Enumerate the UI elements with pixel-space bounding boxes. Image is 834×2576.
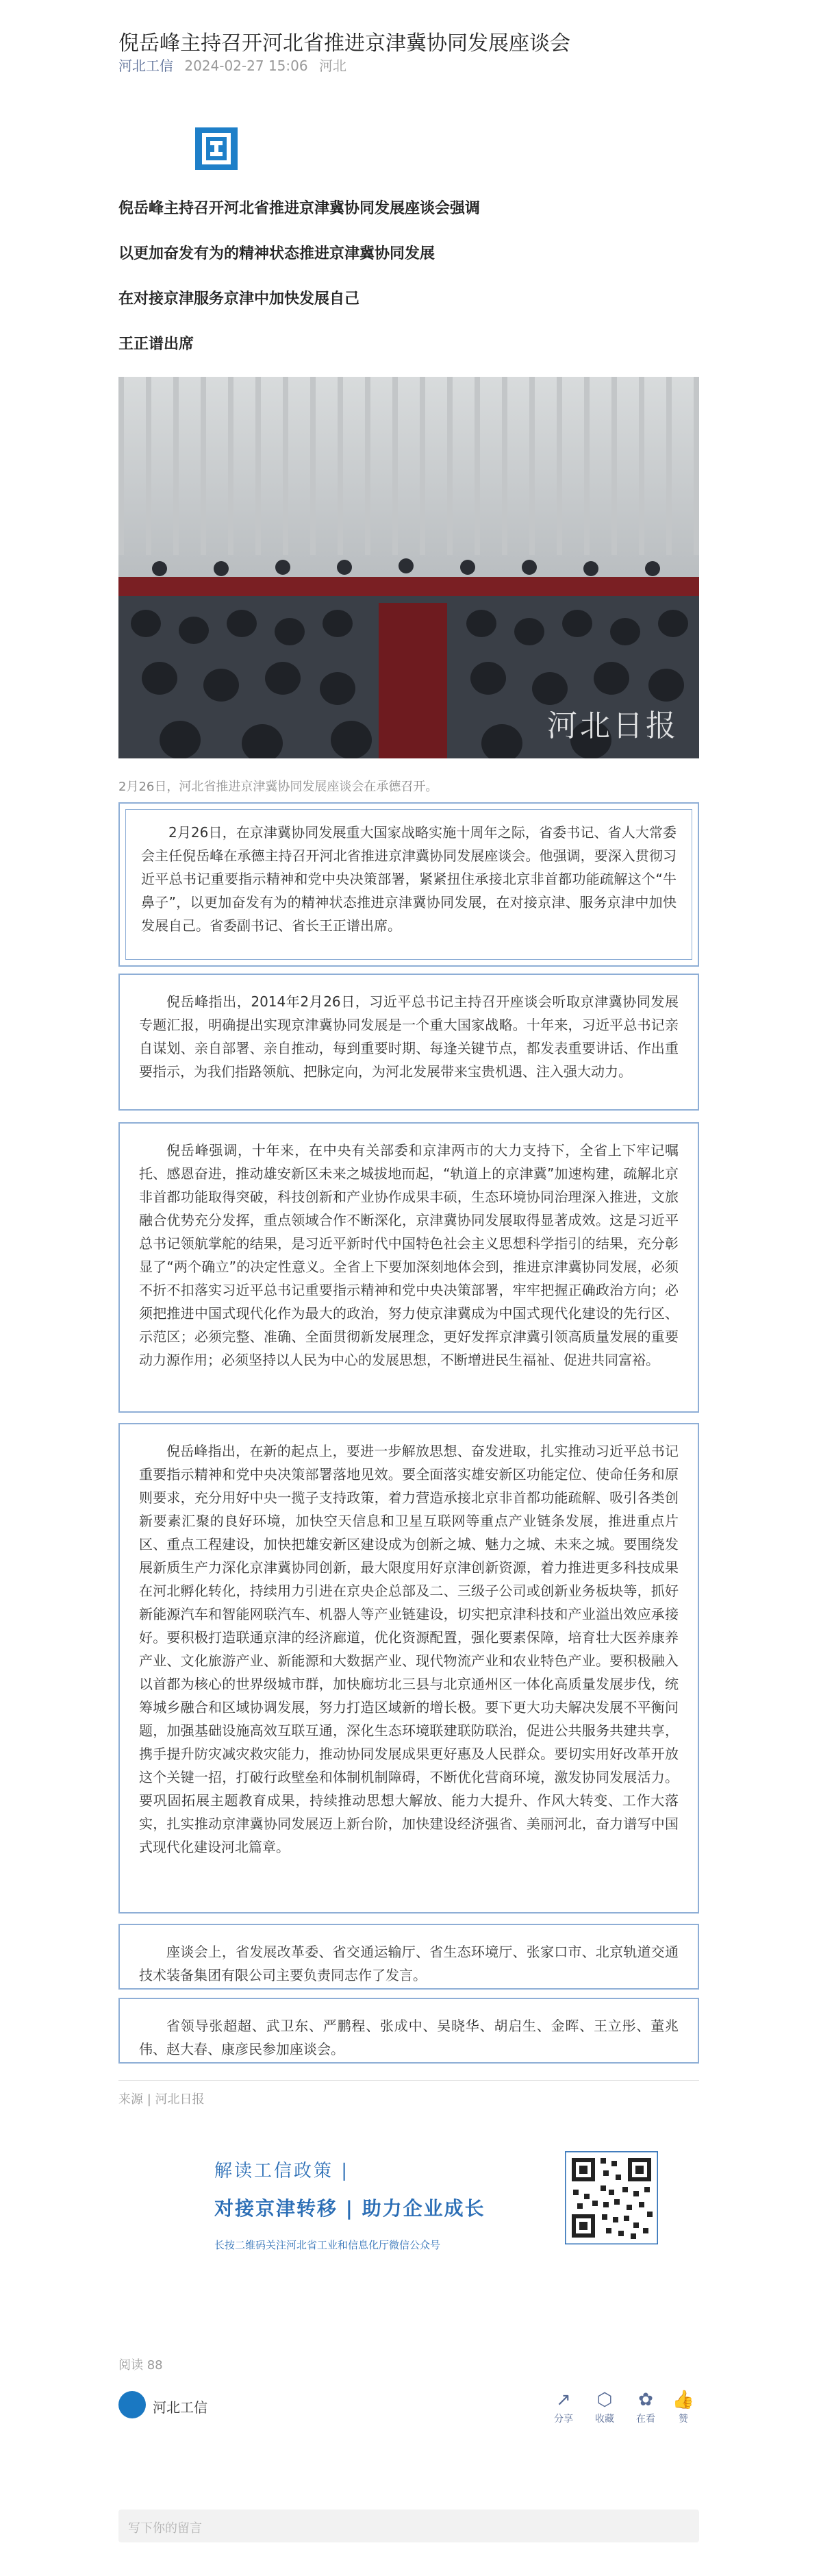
banner-line-3: 长按二维码关注河北省工业和信息化厅微信公众号: [214, 2239, 441, 2251]
source-divider: [118, 2080, 699, 2081]
lead-line-3: 在对接京津服务京津中加快发展自己: [118, 290, 360, 308]
paragraph-6: 省领导张超超、武卫东、严鹏程、张成中、吴晓华、胡启生、金晖、王立彤、董兆伟、赵大春、康彦民参加座谈会。: [139, 2018, 679, 2057]
account-link[interactable]: 河北工信: [118, 58, 173, 74]
account-name[interactable]: 河北工信: [153, 2399, 207, 2416]
paragraph-box-2: [118, 974, 699, 1111]
publish-datetime: 2024-02-27 15:06: [184, 58, 308, 74]
lead-line-2: 以更加奋发有为的精神状态推进京津冀协同发展: [118, 245, 435, 262]
article-meta: [118, 55, 353, 75]
paragraph-4: 倪岳峰指出，在新的起点上，要进一步解放思想、奋发进取，扎实推动习近平总书记重要指示精神和党中央决策部署落地见效。要全面落实雄安新区功能定位、使命任务和原则要求，充分用好中央一揽子支持政策，着力营造承接北京非首都功能疏解、吸引各类创新要素汇聚的良好环境，加快空天信息和卫星互联网等重点产业链条发展，推进重点片区、重点工程建设，加快把雄安新区建设成为创新之城、魅力之城、未来之城。要围绕发展新质生产力深化京津冀协同创新，最大限度用好京津创新资源，着力推进更多科技成果在河北孵化转化，持续用力引进在京央企总部及二、三级子公司或创新业务板块等，抓好新能源汽车和智能网联汽车、机器人等产业链建设，切实把京津科技和产业溢出效应承接好。要积极打造联通京津的经济廊道，优化资源配置，强化要素保障，培育壮大医养康养产业、文化旅游产业、新能源和大数据产业、现代物流产业和农业特色产业。要积极融入以首都为核心的世界级城市群，加快廊坊北三县与北京通州区一体化高质量发展步伐，统筹城乡融合和区域协调发展，努力打造区域新的增长极。要下更大功夫解决发展不平衡问题，加强基础设施高效互联互通，深化生态环境联建联防联治，促进公共服务共建共享，携手提升防灾减灾救灾能力，推动协同发展成果更好惠及人民群众。要切实用好改革开放这个关键一招，打破行政壁垒和体制机制障碍，不断优化营商环境，激发协同发展活力。要巩固拓展主题教育成果，持续推动思想大解放、能力大提升、作风大转变、工作大落实，扎实推动京津冀协同发展迈上新台阶，加快建设经济强省、美丽河北，奋力谱写中国式现代化建设河北篇章。: [139, 1443, 679, 1855]
share-button[interactable]: [543, 2390, 584, 2425]
paragraph-box-3: [118, 1122, 699, 1413]
like-label: 赞: [679, 2414, 688, 2425]
paragraph-box-6: [118, 1998, 699, 2064]
publish-location: 河北: [318, 58, 346, 74]
article-footer: [118, 2390, 699, 2444]
paragraph-3: 倪岳峰强调，十年来，在中央有关部委和京津两市的大力支持下，全省上下牢记嘱托、感恩奋进，推动雄安新区未来之城拔地而起，“轨道上的京津冀”加速构建，疏解北京非首都功能取得突破，科技创新和产业协作成果丰硕，生态环境协同治理深入推进，文旅融合优势充分发挥，重点领域合作不断深化，京津冀协同发展取得显著成效。这是习近平总书记领航掌舵的结果，是习近平新时代中国特色社会主义思想科学指引的结果，充分彰显了“两个确立”的决定性意义。全省上下要加深刻地体会到，推进京津冀协同发展，必须不折不扣落实习近平总书记重要指示精神和党中央决策部署，牢牢把握正确政治方向；必须把推进中国式现代化作为最大的政治，努力使京津冀成为中国式现代化建设的先行区、示范区；必须完整、准确、全面贯彻新发展理念，更好发挥京津冀引领高质量发展的重要动力源作用；必须坚持以人民为中心的发展思想，不断增进民生福祉、促进共同富裕。: [139, 1142, 679, 1368]
lead-line-4: 王正谱出席: [118, 336, 194, 353]
article-source: 来源 | 河北日报: [118, 2092, 205, 2107]
watching-label: 在看: [636, 2414, 655, 2425]
read-count: 阅读 88: [118, 2358, 163, 2373]
flower-icon: ✿: [638, 2390, 653, 2410]
share-label: 分享: [554, 2414, 573, 2425]
share-icon: ↗: [556, 2390, 571, 2410]
hebei-logo-icon: [195, 127, 238, 170]
paragraph-5: 座谈会上，省发展改革委、省交通运输厅、省生态环境厅、张家口市、北京轨道交通技术装备集团有限公司主要负责同志作了发言。: [139, 1944, 679, 1983]
lead-line-1: 倪岳峰主持召开河北省推进京津冀协同发展座谈会强调: [118, 200, 481, 217]
paragraph-box-4: [118, 1423, 699, 1914]
favorite-label: 收藏: [595, 2414, 614, 2425]
thumbs-up-icon: 👍: [672, 2390, 695, 2410]
banner-line-1: 解读工信政策 |: [214, 2161, 350, 2181]
paragraph-1: 2月26日，在京津冀协同发展重大国家战略实施十周年之际，省委书记、省人大常委会主任倪岳峰在承德主持召开河北省推进京津冀协同发展座谈会。他强调，要深入贯彻习近平总书记重要指示精神和党中央决策部署，紧紧扭住承接北京非首都功能疏解这个“牛鼻子”，以更加奋发有为的精神状态推进京津冀协同发展，在对接京津、服务京津中加快发展自己。省委副书记、省长王正谱出席。: [141, 824, 677, 934]
paragraph-box-5: [118, 1924, 699, 1990]
favorite-icon: ⬡: [596, 2390, 613, 2410]
paragraph-2: 倪岳峰指出，2014年2月26日，习近平总书记主持召开座谈会听取京津冀协同发展专题汇报，明确提出实现京津冀协同发展是一个重大国家战略。十年来，习近平总书记亲自谋划、亲自部署、亲自推动，每到重要时期、每逢关键节点，都发表重要讲话、作出重要指示，为我们指路领航、把脉定向，为河北发展带来宝贵机遇、注入强大动力。: [139, 993, 679, 1080]
photo-watermark: 河北日报: [547, 708, 679, 743]
favorite-button[interactable]: [584, 2390, 625, 2425]
article-title: 倪岳峰主持召开河北省推进京津冀协同发展座谈会: [118, 32, 570, 56]
comment-placeholder: 写下你的留言: [128, 2521, 202, 2536]
watching-button[interactable]: [625, 2390, 666, 2425]
follow-banner: [187, 2151, 666, 2268]
like-button[interactable]: [663, 2390, 704, 2425]
banner-line-2: 对接京津转移 | 助力企业成长: [214, 2197, 485, 2220]
meeting-photo: [118, 377, 699, 758]
photo-caption: 2月26日，河北省推进京津冀协同发展座谈会在承德召开。: [118, 780, 438, 794]
paragraph-box-1: [118, 802, 699, 967]
comment-input[interactable]: [118, 2510, 699, 2542]
account-avatar[interactable]: [118, 2391, 146, 2418]
qr-code-icon[interactable]: [565, 2151, 658, 2244]
